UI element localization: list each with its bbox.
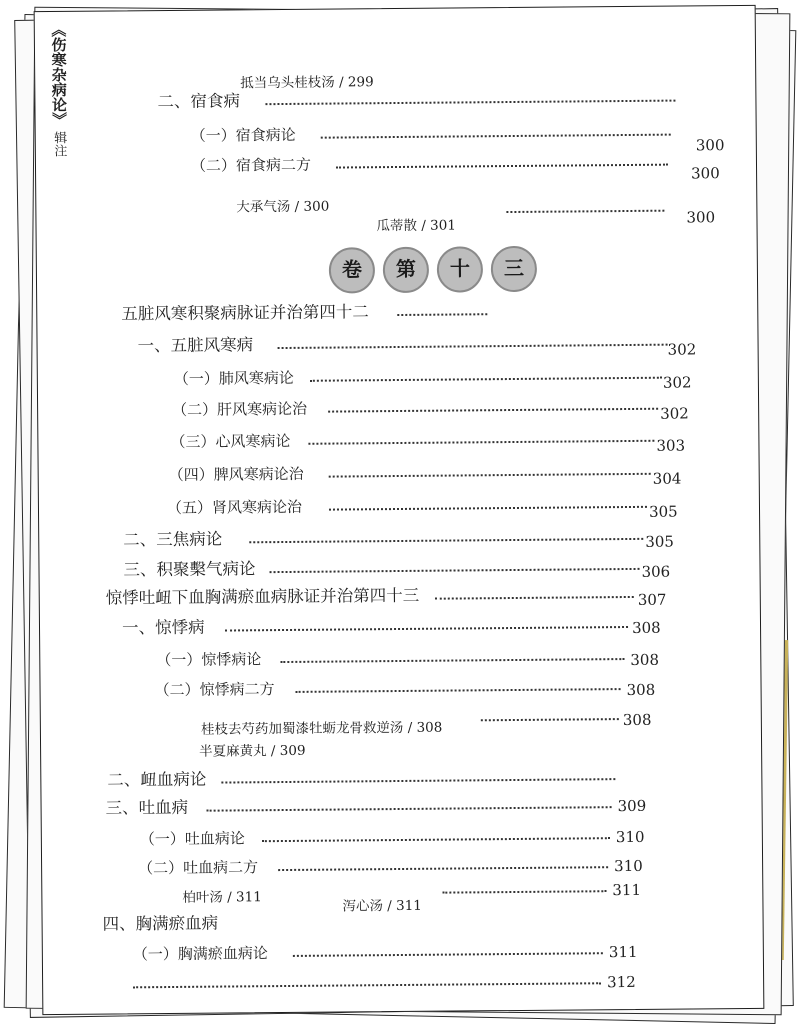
leader-dots	[329, 506, 647, 511]
page-number: 307	[637, 590, 667, 609]
prescription-line: 泻心汤 / 311	[342, 897, 422, 915]
toc-entry-title: （二）吐血病二方	[138, 858, 259, 878]
page-number: 311	[612, 880, 642, 900]
toc-entry-title: （四）脾风寒病论治	[168, 464, 304, 485]
page-number: 305	[645, 532, 675, 551]
prescription-line: 大承气汤 / 300	[236, 198, 330, 216]
leader-dots	[296, 688, 621, 693]
toc-entry	[37, 328, 757, 360]
toc-chapter-title: 惊悸吐衄下血胸满瘀血病脉证并治第四十三	[105, 585, 420, 608]
page-number: 300	[690, 164, 720, 183]
toc-entry	[39, 490, 759, 522]
leader-dots	[262, 837, 610, 842]
page-number: 306	[641, 562, 671, 581]
leader-dots	[442, 890, 606, 893]
page-number: 304	[652, 469, 682, 488]
prescription-line: 柏叶汤 / 311	[182, 889, 262, 906]
toc-entry	[39, 522, 759, 554]
leader-dots	[265, 100, 675, 106]
leader-dots	[435, 596, 634, 600]
page-number: 309	[617, 796, 647, 816]
toc-entry	[43, 966, 763, 998]
toc-page	[34, 5, 765, 1015]
page-number: 302	[667, 340, 697, 359]
toc-entry	[41, 790, 761, 822]
toc-entry	[43, 936, 763, 968]
toc-entry	[41, 702, 761, 734]
page-number: 300	[686, 208, 716, 227]
toc-entry-title: 二、三焦病论	[123, 529, 223, 550]
toc-entry-title: 一、惊悸病	[121, 617, 205, 638]
toc-entry-title: （二）肝风寒病论治	[172, 399, 308, 419]
toc-chapter	[40, 580, 760, 612]
leader-dots	[207, 806, 612, 812]
toc-entry	[35, 84, 755, 116]
toc-entry	[38, 361, 758, 393]
leader-dots	[133, 982, 601, 988]
toc-entry	[36, 148, 756, 183]
toc-entry-title: （三）心风寒病论	[170, 431, 291, 451]
prescription-line: 半夏麻黄丸 / 309	[199, 742, 306, 760]
leader-dots	[308, 440, 654, 445]
page-number: 300	[695, 136, 725, 155]
toc-entry	[38, 392, 758, 424]
leader-dots	[506, 210, 664, 213]
page-number: 302	[660, 404, 689, 423]
page-number: 308	[631, 618, 661, 637]
toc-entry-title: 二、衄血病论	[107, 769, 207, 790]
toc-entry	[40, 672, 760, 704]
page-number: 308	[626, 680, 656, 700]
volume-char: 第	[383, 247, 429, 293]
page-number: 305	[648, 502, 678, 521]
leader-dots	[329, 473, 651, 478]
toc-entry-title: （二）惊悸病二方	[154, 680, 275, 700]
leader-dots	[336, 164, 668, 169]
leader-dots	[328, 408, 658, 413]
leader-dots	[278, 866, 608, 871]
page-number: 303	[656, 436, 686, 455]
toc-entry-title: （五）肾风寒病论治	[166, 497, 303, 518]
volume-char: 三	[491, 246, 537, 292]
toc-entry-title: 四、胸满瘀血病	[102, 913, 219, 934]
volume-char: 十	[437, 246, 483, 292]
page-number: 310	[614, 856, 643, 876]
leader-dots	[270, 568, 640, 573]
toc-entry	[36, 118, 756, 155]
leader-dots	[278, 344, 668, 349]
leader-dots	[221, 778, 615, 783]
leader-dots	[321, 134, 671, 139]
page-number: 312	[607, 972, 636, 992]
toc-entry	[39, 457, 759, 489]
toc-entry-title: （一）胸满瘀血病论	[132, 944, 268, 964]
volume-heading	[329, 246, 545, 294]
toc-chapter-title: 五脏风寒积聚病脉证并治第四十二	[121, 302, 369, 324]
toc-entry-title: （一）宿食病论	[190, 125, 296, 145]
leader-dots	[293, 952, 603, 957]
page-number: 308	[630, 650, 660, 669]
prescription-line: 瓜蒂散 / 301	[376, 217, 456, 235]
toc-entry	[39, 552, 759, 584]
toc-chapter	[37, 296, 757, 328]
toc-entry-title: 一、五脏风寒病	[137, 335, 254, 356]
toc-entry	[36, 194, 756, 226]
toc-entry-title: （一）肺风寒病论	[173, 368, 294, 388]
toc-entry	[42, 821, 762, 853]
toc-entry	[40, 642, 760, 674]
page-number: 302	[662, 373, 692, 392]
page-number: 308	[622, 710, 652, 730]
toc-entry-title: （二）宿食病二方	[190, 155, 312, 175]
spine-title-text: 《伤寒杂病论》	[49, 21, 69, 128]
toc-entry	[40, 610, 760, 642]
toc-entry-title: 三、积聚檕气病论	[123, 559, 256, 580]
page-number: 311	[608, 942, 638, 962]
toc-entry	[38, 424, 758, 456]
toc-entry	[42, 874, 762, 906]
toc-entry-title: （一）吐血病论	[139, 829, 245, 849]
toc-entry-title: （一）惊悸病论	[156, 650, 262, 670]
leader-dots	[280, 658, 624, 663]
leader-dots	[310, 377, 662, 382]
spine-subtitle: 辑注	[51, 130, 67, 158]
toc-entry-title: 三、吐血病	[105, 797, 189, 818]
page-number: 310	[615, 827, 645, 847]
prescription-line: 抵当乌头桂枝汤 / 299	[240, 74, 374, 92]
toc-entry-title: 二、宿食病	[157, 91, 241, 112]
volume-char: 卷	[329, 247, 375, 293]
leader-dots	[481, 718, 619, 721]
leader-dots	[225, 626, 628, 632]
prescription-line: 桂枝去芍药加蜀漆牡蛎龙骨救逆汤 / 308	[200, 719, 443, 738]
toc-entry	[41, 762, 761, 794]
leader-dots	[397, 313, 487, 316]
leader-dots	[249, 538, 643, 543]
toc-entry	[42, 906, 762, 938]
